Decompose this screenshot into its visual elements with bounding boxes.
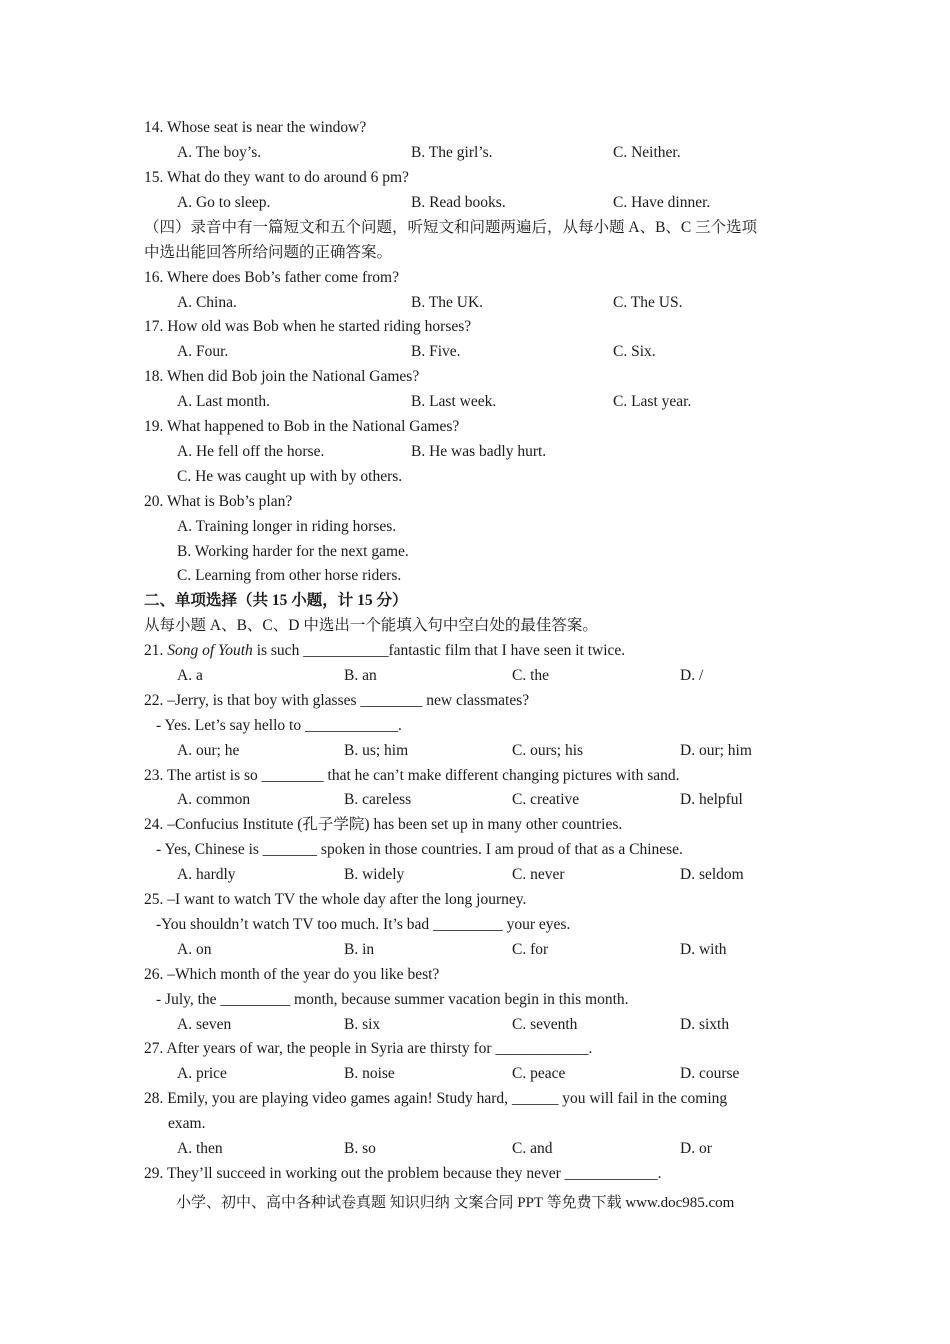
q16-option-c: C. The US.: [613, 294, 683, 311]
q25-stem: 25. –I want to watch TV the whole day after the long journey.: [144, 891, 527, 908]
q14-option-c: C. Neither.: [613, 144, 681, 161]
section2-instruction: 从每小题 A、B、C、D 中选出一个能填入句中空白处的最佳答案。: [144, 617, 598, 634]
q19-stem: 19. What happened to Bob in the National Games?: [144, 418, 460, 435]
section4-instruction-line2: 中选出能回答所给问题的正确答案。: [144, 244, 393, 261]
q16-option-b: B. The UK.: [411, 294, 484, 311]
q28-stem: 28. Emily, you are playing video games again! Study hard, ______ you will fail in the coming: [144, 1090, 728, 1107]
q21-number: 21.: [144, 642, 168, 659]
q23-option-d: D. helpful: [680, 791, 743, 808]
q26-option-b: B. six: [344, 1016, 381, 1033]
q26-option-a: A. seven: [177, 1016, 232, 1033]
q14-stem: 14. Whose seat is near the window?: [144, 119, 367, 136]
q15-option-a: A. Go to sleep.: [177, 194, 271, 211]
q22-option-c: C. ours; his: [512, 742, 584, 759]
q18-option-a: A. Last month.: [177, 393, 270, 410]
q22-option-b: B. us; him: [344, 742, 409, 759]
q19-option-c: C. He was caught up with by others.: [177, 468, 403, 485]
q27-option-b: B. noise: [344, 1065, 395, 1082]
q19-option-a: A. He fell off the horse.: [177, 443, 325, 460]
q28-option-a: A. then: [177, 1140, 223, 1157]
section4-instruction-line1: （四）录音中有一篇短文和五个问题，听短文和问题两遍后，从每小题 A、B、C 三个选项: [144, 219, 758, 236]
q27-option-c: C. peace: [512, 1065, 566, 1082]
q26-reply: - July, the _________ month, because summer vacation begin in this month.: [156, 991, 629, 1008]
q28-option-d: D. or: [680, 1140, 712, 1157]
q28-stem-continued: exam.: [168, 1115, 206, 1132]
q23-option-b: B. careless: [344, 791, 412, 808]
q25-reply: -You shouldn’t watch TV too much. It’s bad _________ your eyes.: [156, 916, 571, 933]
q24-option-b: B. widely: [344, 866, 405, 883]
section2-heading: 二、单项选择（共 15 小题，计 15 分）: [144, 592, 408, 609]
q26-option-c: C. seventh: [512, 1016, 578, 1033]
q24-option-c: C. never: [512, 866, 565, 883]
q21-film-title: Song of Youth: [167, 642, 253, 659]
q24-option-d: D. seldom: [680, 866, 744, 883]
q25-option-c: C. for: [512, 941, 549, 958]
q17-option-c: C. Six.: [613, 343, 656, 360]
q20-stem: 20. What is Bob’s plan?: [144, 493, 293, 510]
q20-option-c: C. Learning from other horse riders.: [177, 567, 402, 584]
q14-option-b: B. The girl’s.: [411, 144, 493, 161]
q26-option-d: D. sixth: [680, 1016, 730, 1033]
q29-stem: 29. They’ll succeed in working out the problem because they never ____________.: [144, 1165, 662, 1182]
q15-option-c: C. Have dinner.: [613, 194, 711, 211]
q28-option-b: B. so: [344, 1140, 376, 1157]
q23-option-a: A. common: [177, 791, 251, 808]
q15-stem: 15. What do they want to do around 6 pm?: [144, 169, 409, 186]
q22-stem: 22. –Jerry, is that boy with glasses ________ new classmates?: [144, 692, 530, 709]
q21-option-a: A. a: [177, 667, 203, 684]
q27-option-d: D. course: [680, 1065, 740, 1082]
q15-option-b: B. Read books.: [411, 194, 506, 211]
q24-stem: 24. –Confucius Institute (孔子学院) has been set up in many other countries.: [144, 816, 623, 833]
q28-option-c: C. and: [512, 1140, 553, 1157]
q22-reply: - Yes. Let’s say hello to ____________.: [156, 717, 402, 734]
q16-stem: 16. Where does Bob’s father come from?: [144, 269, 399, 286]
q21-stem: [144, 641, 625, 661]
q14-option-a: A. The boy’s.: [177, 144, 262, 161]
q22-option-a: A. our; he: [177, 742, 240, 759]
q21-option-c: C. the: [512, 667, 550, 684]
q18-stem: 18. When did Bob join the National Games?: [144, 368, 420, 385]
q21-option-d: D. /: [680, 667, 704, 684]
q20-option-b: B. Working harder for the next game.: [177, 543, 409, 560]
q27-option-a: A. price: [177, 1065, 227, 1082]
q17-stem: 17. How old was Bob when he started riding horses?: [144, 318, 472, 335]
q19-option-b: B. He was badly hurt.: [411, 443, 547, 460]
q25-option-a: A. on: [177, 941, 212, 958]
q18-option-c: C. Last year.: [613, 393, 692, 410]
q21-stem-rest: is such ___________fantastic film that I have seen it twice.: [252, 642, 626, 659]
q27-stem: 27. After years of war, the people in Syria are thirsty for ____________.: [144, 1040, 593, 1057]
q26-stem: 26. –Which month of the year do you like best?: [144, 966, 440, 983]
q25-option-b: B. in: [344, 941, 375, 958]
q17-option-b: B. Five.: [411, 343, 461, 360]
page-footer: 小学、初中、高中各种试卷真题 知识归纳 文案合同 PPT 等免费下载 www.doc985.com: [176, 1195, 735, 1211]
q24-option-a: A. hardly: [177, 866, 236, 883]
q21-option-b: B. an: [344, 667, 377, 684]
q23-stem: 23. The artist is so ________ that he can’t make different changing pictures with sand.: [144, 767, 680, 784]
q18-option-b: B. Last week.: [411, 393, 497, 410]
q20-option-a: A. Training longer in riding horses.: [177, 518, 397, 535]
q23-option-c: C. creative: [512, 791, 580, 808]
q17-option-a: A. Four.: [177, 343, 229, 360]
q24-reply: - Yes, Chinese is _______ spoken in those countries. I am proud of that as a Chinese.: [156, 841, 683, 858]
q16-option-a: A. China.: [177, 294, 237, 311]
q22-option-d: D. our; him: [680, 742, 752, 759]
q25-option-d: D. with: [680, 941, 727, 958]
